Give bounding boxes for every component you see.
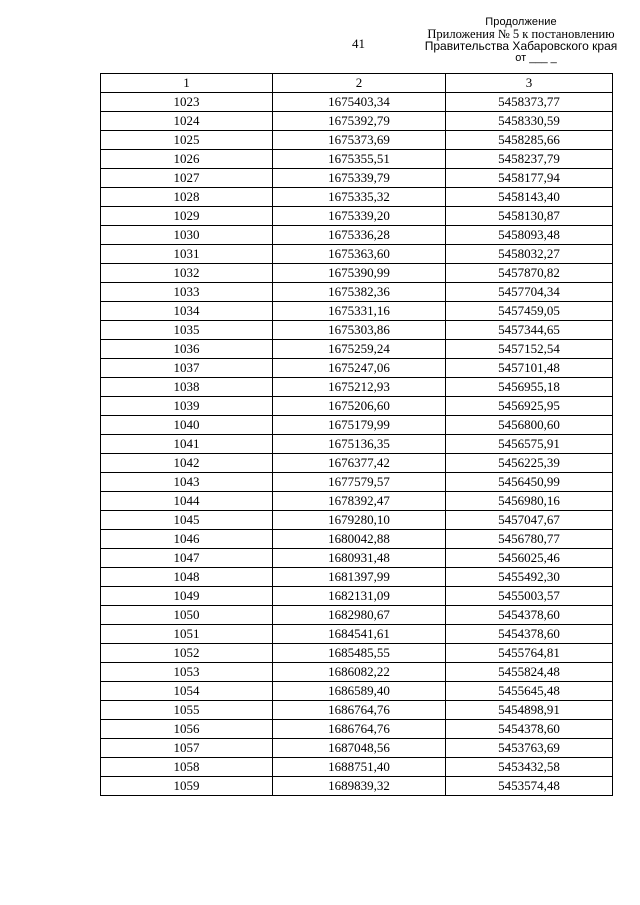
cell-x-coordinate: 1686764,76: [273, 720, 446, 739]
cell-y-coordinate: 5456980,16: [446, 492, 613, 511]
table-row: [101, 663, 613, 682]
cell-point-number: 1055: [101, 701, 273, 720]
cell-y-coordinate: 5454898,91: [446, 701, 613, 720]
cell-point-number: 1034: [101, 302, 273, 321]
cell-point-number: 1048: [101, 568, 273, 587]
table-row: [101, 340, 613, 359]
cell-point-number: 1023: [101, 93, 273, 112]
cell-x-coordinate: 1686589,40: [273, 682, 446, 701]
cell-x-coordinate: 1675390,99: [273, 264, 446, 283]
table-row: [101, 625, 613, 644]
table-row: [101, 416, 613, 435]
table-row: [101, 112, 613, 131]
cell-point-number: 1026: [101, 150, 273, 169]
cell-x-coordinate: 1679280,10: [273, 511, 446, 530]
cell-point-number: 1050: [101, 606, 273, 625]
cell-x-coordinate: 1682980,67: [273, 606, 446, 625]
cell-y-coordinate: 5456450,99: [446, 473, 613, 492]
cell-point-number: 1058: [101, 758, 273, 777]
cell-point-number: 1025: [101, 131, 273, 150]
cell-point-number: 1040: [101, 416, 273, 435]
table-row: [101, 644, 613, 663]
cell-y-coordinate: 5458032,27: [446, 245, 613, 264]
header-appendix-ref: Приложения № 5 к постановлению: [427, 27, 615, 41]
cell-y-coordinate: 5456225,39: [446, 454, 613, 473]
table-row: [101, 701, 613, 720]
cell-y-coordinate: 5456025,46: [446, 549, 613, 568]
table-row: [101, 378, 613, 397]
cell-point-number: 1030: [101, 226, 273, 245]
cell-point-number: 1052: [101, 644, 273, 663]
cell-x-coordinate: 1685485,55: [273, 644, 446, 663]
cell-point-number: 1041: [101, 435, 273, 454]
cell-y-coordinate: 5457101,48: [446, 359, 613, 378]
cell-y-coordinate: 5458285,66: [446, 131, 613, 150]
cell-y-coordinate: 5455645,48: [446, 682, 613, 701]
cell-y-coordinate: 5457459,05: [446, 302, 613, 321]
cell-y-coordinate: 5455824,48: [446, 663, 613, 682]
cell-y-coordinate: 5458130,87: [446, 207, 613, 226]
header-government: Правительства Хабаровского края: [424, 39, 618, 53]
table-row: [101, 321, 613, 340]
appendix-header: [400, 16, 640, 64]
cell-y-coordinate: 5456925,95: [446, 397, 613, 416]
cell-y-coordinate: 5458143,40: [446, 188, 613, 207]
table-row: [101, 207, 613, 226]
cell-y-coordinate: 5456800,60: [446, 416, 613, 435]
coordinates-table: [100, 73, 613, 796]
table-row: [101, 188, 613, 207]
table-row: [101, 549, 613, 568]
cell-y-coordinate: 5458237,79: [446, 150, 613, 169]
cell-x-coordinate: 1675339,20: [273, 207, 446, 226]
cell-x-coordinate: 1675179,99: [273, 416, 446, 435]
cell-point-number: 1027: [101, 169, 273, 188]
cell-x-coordinate: 1675392,79: [273, 112, 446, 131]
cell-x-coordinate: 1686764,76: [273, 701, 446, 720]
table-row: [101, 359, 613, 378]
cell-x-coordinate: 1675335,32: [273, 188, 446, 207]
cell-point-number: 1053: [101, 663, 273, 682]
cell-point-number: 1024: [101, 112, 273, 131]
table-row: [101, 264, 613, 283]
cell-y-coordinate: 5458373,77: [446, 93, 613, 112]
cell-x-coordinate: 1675303,86: [273, 321, 446, 340]
cell-x-coordinate: 1675336,28: [273, 226, 446, 245]
header-continuation: Продолжение: [485, 16, 557, 28]
cell-y-coordinate: 5454378,60: [446, 606, 613, 625]
cell-y-coordinate: 5455764,81: [446, 644, 613, 663]
cell-point-number: 1042: [101, 454, 273, 473]
table-row: [101, 739, 613, 758]
cell-y-coordinate: 5453432,58: [446, 758, 613, 777]
table-row: [101, 530, 613, 549]
cell-y-coordinate: 5457704,34: [446, 283, 613, 302]
cell-y-coordinate: 5457344,65: [446, 321, 613, 340]
column-header-number: 1: [101, 74, 273, 93]
cell-x-coordinate: 1676377,42: [273, 454, 446, 473]
cell-x-coordinate: 1688751,40: [273, 758, 446, 777]
cell-x-coordinate: 1689839,32: [273, 777, 446, 796]
table-row: [101, 720, 613, 739]
cell-x-coordinate: 1675403,34: [273, 93, 446, 112]
cell-x-coordinate: 1675206,60: [273, 397, 446, 416]
table-row: [101, 435, 613, 454]
table-row: [101, 758, 613, 777]
table-row: [101, 454, 613, 473]
table-row: [101, 777, 613, 796]
header-date: от ___ _: [515, 52, 557, 64]
cell-x-coordinate: 1675339,79: [273, 169, 446, 188]
cell-point-number: 1032: [101, 264, 273, 283]
table-row: [101, 568, 613, 587]
cell-x-coordinate: 1682131,09: [273, 587, 446, 606]
cell-point-number: 1046: [101, 530, 273, 549]
cell-y-coordinate: 5456955,18: [446, 378, 613, 397]
cell-point-number: 1036: [101, 340, 273, 359]
cell-x-coordinate: 1675212,93: [273, 378, 446, 397]
cell-x-coordinate: 1681397,99: [273, 568, 446, 587]
cell-point-number: 1051: [101, 625, 273, 644]
table-body: [101, 93, 613, 796]
table-row: [101, 397, 613, 416]
table-row: [101, 226, 613, 245]
cell-point-number: 1037: [101, 359, 273, 378]
cell-point-number: 1029: [101, 207, 273, 226]
cell-x-coordinate: 1680042,88: [273, 530, 446, 549]
table-row: [101, 587, 613, 606]
cell-point-number: 1028: [101, 188, 273, 207]
cell-y-coordinate: 5454378,60: [446, 625, 613, 644]
cell-y-coordinate: 5457152,54: [446, 340, 613, 359]
cell-y-coordinate: 5453574,48: [446, 777, 613, 796]
cell-point-number: 1038: [101, 378, 273, 397]
cell-point-number: 1056: [101, 720, 273, 739]
cell-x-coordinate: 1678392,47: [273, 492, 446, 511]
table-row: [101, 682, 613, 701]
table-row: [101, 245, 613, 264]
table-row: [101, 150, 613, 169]
cell-y-coordinate: 5456780,77: [446, 530, 613, 549]
table-row: [101, 473, 613, 492]
cell-point-number: 1054: [101, 682, 273, 701]
cell-point-number: 1045: [101, 511, 273, 530]
cell-point-number: 1059: [101, 777, 273, 796]
table-header-row: [101, 74, 613, 93]
cell-point-number: 1049: [101, 587, 273, 606]
cell-y-coordinate: 5453763,69: [446, 739, 613, 758]
cell-x-coordinate: 1675373,69: [273, 131, 446, 150]
cell-x-coordinate: 1680931,48: [273, 549, 446, 568]
column-header-x: 2: [273, 74, 446, 93]
table-row: [101, 606, 613, 625]
cell-y-coordinate: 5457047,67: [446, 511, 613, 530]
cell-x-coordinate: 1677579,57: [273, 473, 446, 492]
table-row: [101, 131, 613, 150]
cell-y-coordinate: 5458177,94: [446, 169, 613, 188]
cell-y-coordinate: 5454378,60: [446, 720, 613, 739]
cell-x-coordinate: 1675136,35: [273, 435, 446, 454]
cell-point-number: 1039: [101, 397, 273, 416]
cell-x-coordinate: 1687048,56: [273, 739, 446, 758]
cell-x-coordinate: 1686082,22: [273, 663, 446, 682]
cell-y-coordinate: 5455003,57: [446, 587, 613, 606]
cell-point-number: 1057: [101, 739, 273, 758]
cell-x-coordinate: 1675331,16: [273, 302, 446, 321]
cell-point-number: 1033: [101, 283, 273, 302]
cell-y-coordinate: 5455492,30: [446, 568, 613, 587]
cell-x-coordinate: 1675355,51: [273, 150, 446, 169]
table-row: [101, 283, 613, 302]
cell-y-coordinate: 5458330,59: [446, 112, 613, 131]
cell-y-coordinate: 5456575,91: [446, 435, 613, 454]
table-row: [101, 169, 613, 188]
table-row: [101, 492, 613, 511]
table-row: [101, 511, 613, 530]
cell-x-coordinate: 1675259,24: [273, 340, 446, 359]
table-row: [101, 93, 613, 112]
table-row: [101, 302, 613, 321]
cell-point-number: 1044: [101, 492, 273, 511]
cell-x-coordinate: 1675247,06: [273, 359, 446, 378]
cell-y-coordinate: 5457870,82: [446, 264, 613, 283]
cell-point-number: 1035: [101, 321, 273, 340]
cell-point-number: 1043: [101, 473, 273, 492]
column-header-y: 3: [446, 74, 613, 93]
cell-x-coordinate: 1684541,61: [273, 625, 446, 644]
cell-x-coordinate: 1675382,36: [273, 283, 446, 302]
cell-y-coordinate: 5458093,48: [446, 226, 613, 245]
cell-point-number: 1031: [101, 245, 273, 264]
page-number: 41: [352, 36, 365, 51]
cell-point-number: 1047: [101, 549, 273, 568]
cell-x-coordinate: 1675363,60: [273, 245, 446, 264]
